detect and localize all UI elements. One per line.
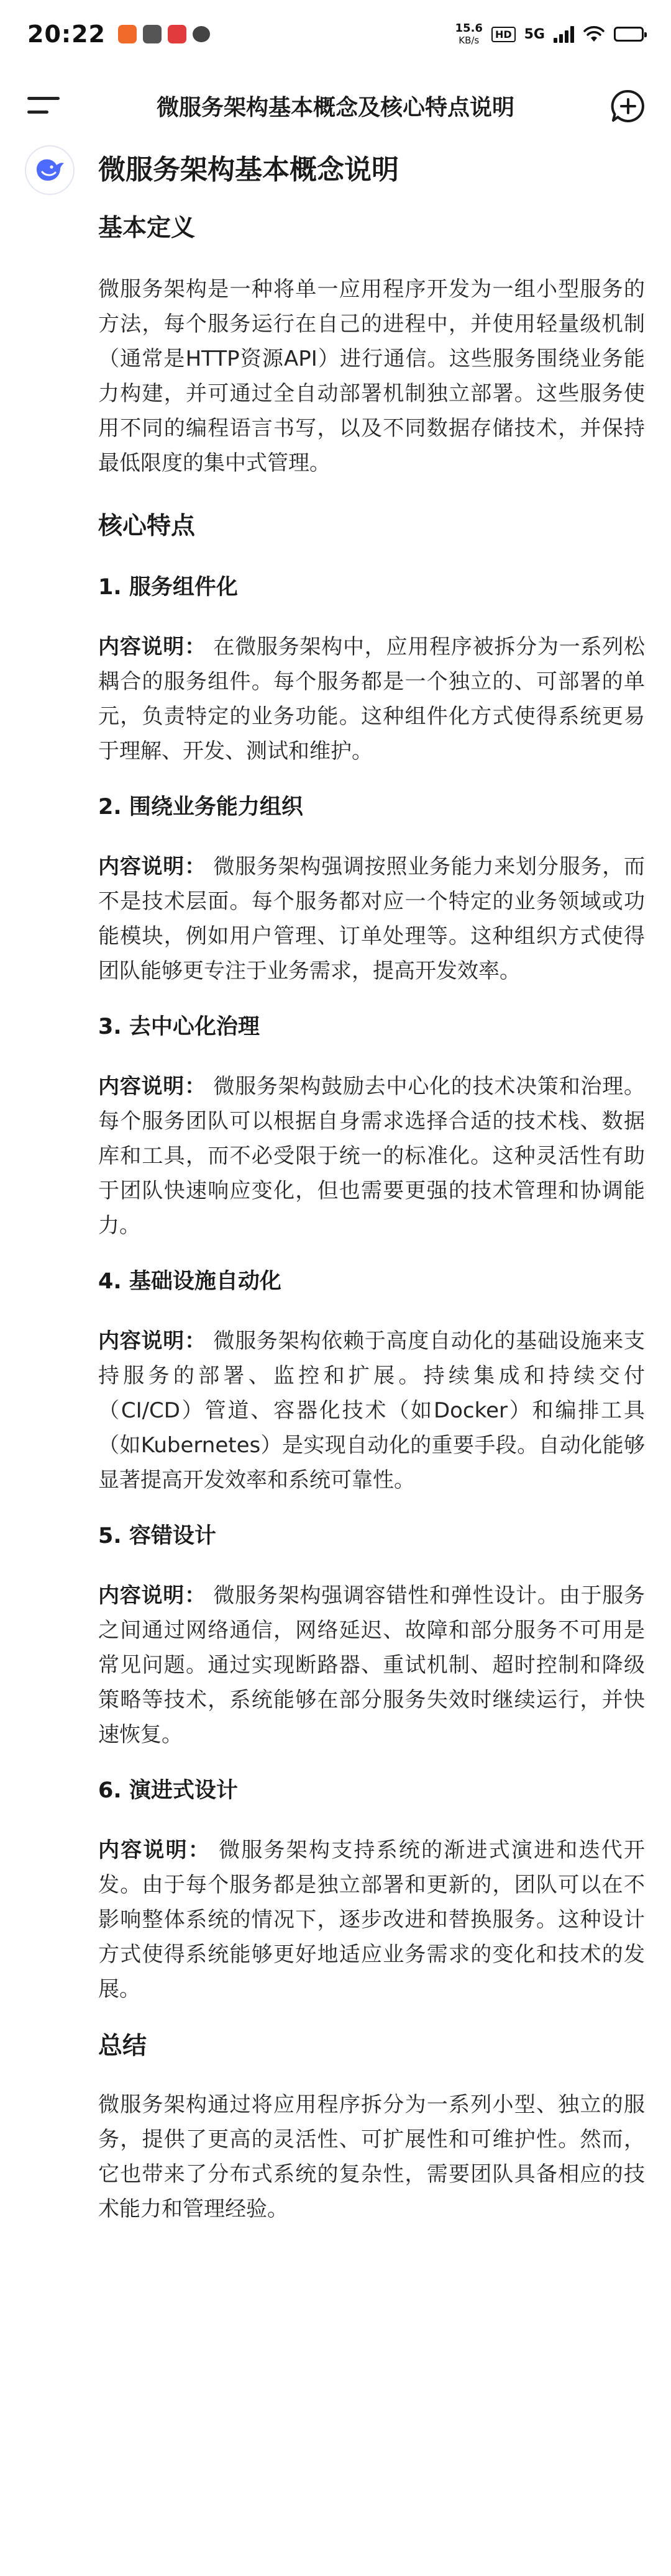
content-label: 内容说明： bbox=[98, 635, 206, 659]
network-type: 5G bbox=[524, 26, 545, 42]
assistant-avatar-icon bbox=[25, 145, 75, 195]
feature-6-text: 内容说明： 微服务架构支持系统的渐进式演进和迭代开发。由于每个服务都是独立部署和更新的，团队可以在不影响整体系统的情况下，逐步改进和替换服务。这种设计方式使得系统能够更好地适应业务需求的变化和技术的发展。 bbox=[98, 1838, 646, 2002]
feature-5-text: 内容说明： 微服务架构强调容错性和弹性设计。由于服务之间通过网络通信，网络延迟、故障和部分服务不可用是常见问题。通过实现断路器、重试机制、超时控制和降级策略等技术，系统能够在部分服务失效时继续运行，并快速恢复。 bbox=[98, 1583, 646, 1747]
article-title: 微服务架构基本概念说明 bbox=[98, 154, 399, 186]
app-notification-icon bbox=[118, 25, 137, 43]
feature-2-text: 内容说明： 微服务架构强调按照业务能力来划分服务，而不是技术层面。每个服务都对应一个特定的业务领域或功能模块，例如用户管理、订单处理等。这种组织方式使得团队能够更专注于业务需求，提高开发效率。 bbox=[98, 854, 646, 983]
assistant-message bbox=[98, 143, 645, 2226]
summary-text: 微服务架构通过将应用程序拆分为一系列小型、独立的服务，提供了更高的灵活性、可扩展性和可维护性。然而，它也带来了分布式系统的复杂性，需要团队具备相应的技术能力和管理经验。 bbox=[98, 2092, 645, 2221]
feature-1-text: 内容说明： 在微服务架构中，应用程序被拆分为一系列松耦合的服务组件。每个服务都是一个独立的、可部署的单元，负责特定的业务功能。这种组件化方式使得系统更易于理解、开发、测试和维护。 bbox=[98, 635, 646, 764]
status-time: 20:22 bbox=[27, 20, 106, 48]
definition-text: 微服务架构是一种将单一应用程序开发为一组小型服务的方法，每个服务运行在自己的进程中，并使用轻量级机制（通常是HTTP资源API）进行通信。这些服务围绕业务能力构建，并可通过全自动部署机制独立部署。这些服务使用不同的编程语言书写，以及不同数据存储技术，并保持最低限度的集中式管理。 bbox=[98, 277, 645, 476]
content-label: 内容说明： bbox=[98, 854, 206, 879]
definition-heading: 基本定义 bbox=[98, 214, 196, 242]
content-label: 内容说明： bbox=[98, 1074, 206, 1099]
new-chat-icon[interactable] bbox=[610, 88, 646, 124]
video-notification-icon bbox=[168, 25, 186, 43]
features-heading: 核心特点 bbox=[98, 512, 196, 540]
feature-5-title: 5. 容错设计 bbox=[98, 1524, 216, 1548]
battery-icon bbox=[614, 27, 644, 42]
feature-4-title: 4. 基础设施自动化 bbox=[98, 1269, 281, 1294]
feature-2-title: 2. 围绕业务能力组织 bbox=[98, 795, 303, 820]
content-label: 内容说明： bbox=[98, 1583, 206, 1608]
content-label: 内容说明： bbox=[98, 1329, 206, 1354]
menu-icon[interactable] bbox=[27, 94, 60, 117]
status-bar bbox=[0, 0, 671, 68]
page-title: 微服务架构基本概念及核心特点说明 bbox=[156, 94, 514, 120]
hd-badge: HD bbox=[491, 27, 516, 42]
feature-3-text: 内容说明： 微服务架构鼓励去中心化的技术决策和治理。每个服务团队可以根据自身需求选择合适的技术栈、数据库和工具，而不必受限于统一的标准化。这种灵活性有助于团队快速响应变化，但也需要更强的技术管理和协调能力。 bbox=[98, 1074, 646, 1238]
mail-notification-icon bbox=[143, 25, 162, 43]
content-label: 内容说明： bbox=[98, 1838, 211, 1863]
summary-heading: 总结 bbox=[98, 2032, 147, 2060]
whale-logo-icon bbox=[33, 153, 66, 187]
app-header bbox=[0, 68, 671, 143]
notification-icons bbox=[118, 25, 210, 43]
feature-4-text: 内容说明： 微服务架构依赖于高度自动化的基础设施来支持服务的部署、监控和扩展。持续集成和持续交付（CI/CD）管道、容器化技术（如Docker）和编排工具（如Kubernetes）是实现自动化的重要手段。自动化能够显著提高开发效率和系统可靠性。 bbox=[98, 1329, 646, 1493]
feature-6-title: 6. 演进式设计 bbox=[98, 1778, 238, 1803]
signal-icon bbox=[554, 25, 574, 43]
message-notification-icon bbox=[193, 26, 210, 42]
wifi-icon bbox=[583, 25, 605, 43]
feature-3-title: 3. 去中心化治理 bbox=[98, 1015, 260, 1039]
feature-1-title: 1. 服务组件化 bbox=[98, 575, 238, 600]
status-right bbox=[455, 23, 644, 45]
network-speed: 15.6 KB/s bbox=[455, 22, 483, 46]
